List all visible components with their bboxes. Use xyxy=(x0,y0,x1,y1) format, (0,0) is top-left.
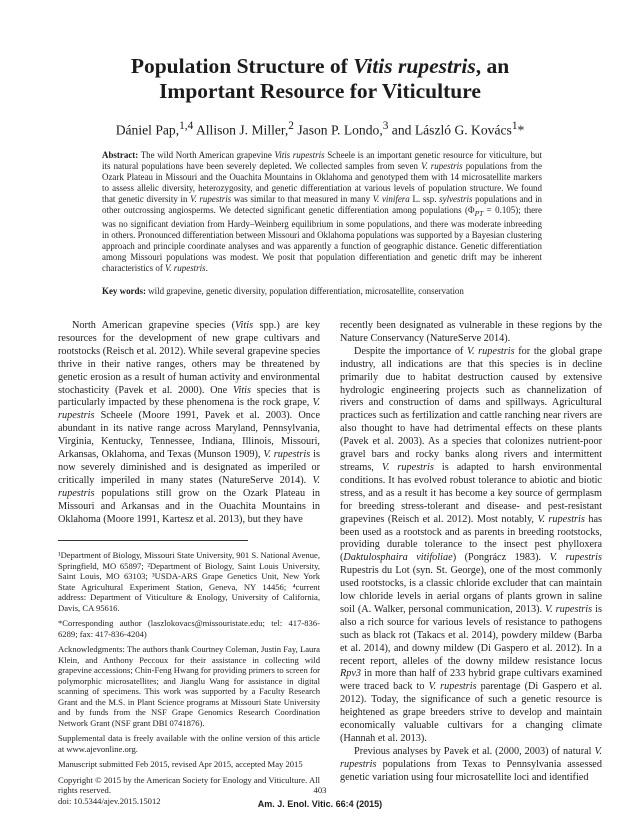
doi-link[interactable]: doi: 10.5344/ajev.2015.15012 xyxy=(58,795,161,806)
keywords: Key words: wild grapevine, genetic diversity, population differentiation, microsatellite, conservation xyxy=(102,286,464,296)
article-title xyxy=(60,54,580,104)
affiliations-note: ¹Department of Biology, Missouri State University, 901 S. National Avenue, Springfield, MO 65897; ²Department of Biology, Saint Louis University, Saint Louis, MO 63103; ³USDA-ARS Grape Genetics Unit, New York State Agricultural Experiment Station, Geneva, NY 14456; ⁴current address: Department of Viticulture & Enology, University of California, Davis, CA 95616. xyxy=(58,550,320,613)
abstract: Abstract: The wild North American grapevine Vitis rupestris Scheele is an important genetic resource for viticulture, but its natural populations have been severely depleted. We collected samples from seven V. rupestris populations from the Ozark Plateau in Missouri and the Ouachita Mountains in Oklahoma and genotyped them with 14 microsatellite markers to assess allelic diversity, heterozygosity, and genetic differentiation at various levels of population structure. We found that genetic diversity in V. rupestris was similar to that measured in many V. vinifera L. ssp. sylvestris populations and in other outcrossing angiosperms. We detected significant genetic differentiation among populations $(\Phi_{PT} = 0.105)$; there was no significant deviation from Hardy–Weinberg equilibrium in some populations, and there was moderate inbreeding in others. Pronounced differentiation between Missouri and Oklahoma populations was supported by a Bayesian clustering approach and principle coordinate analyses and was apparently a function of geographic distance. Genetic differentiation among Missouri populations was modest. We posit that population differentiation and genetic drift may be inherent characteristics of V. rupestris. xyxy=(102,150,543,273)
keywords-label: Key words: xyxy=(102,286,146,296)
title-line-2: Important Resource for Viticulture xyxy=(159,79,481,103)
body-paragraph: Despite the importance of V. rupestris for the global grape industry, all indications are that this species is in decline primarily due to habitat destruction caused by extensive hydrologic engineering projects such as channelization of rivers and construction of dams and spillways. Agricultural practices such as fertilization and cattle ranching near rivers are also thought to have had detrimental effects on these plants (Pavek et al. 2003). As a species that colonizes nutrient-poor gravel bars and rocky banks along rivers and intermittent streams, V. rupestris is adapted to harsh environmental conditions. It has evolved robust tolerance to abiotic and biotic stress, and as a result it has become a key source of germplasm for breeding stress-tolerant and disease- and pest-resistant grapevines (Reisch et al. 2012). Most notably, V. rupestris has been used as a rootstock and as parents in breeding rootstocks, providing durable tolerance to the insect pest phylloxera (Daktulosphaira vitifoliae) (Pongrácz 1983). V. rupestris Rupestris du Lot (syn. St. George), one of the most commonly used rootstocks, is a classic chloride excluder that can maintain low chloride levels in aerial organs of plants grown in saline soil (A. Walker, personal communication, 2013). V. rupestris is also a rich source for various levels of resistance to pathogens such as black rot (Takacs et al. 2014), powdery mildew (Barba et al. 2014), and downy mildew (Di Gaspero et al. 2012). In a recent report, alleles of the downy mildew resistance locus Rpv3 in more than half of 233 hybrid grape cultivars examined were traced back to V. rupestris parentage (Di Gaspero et al. 2012). Today, the significance of such a genetic resource is heightened as grape breeders strive to develop and maintain economically valuable cultivars for a changing climate (Hannah et al. 2013). xyxy=(340,345,603,744)
right-column xyxy=(340,320,602,785)
body-paragraph: North American grapevine species (Vitis spp.) are key resources for the development of new grape cultivars and rootstocks (Reisch et al. 2012). While several grapevine species thrive in their native ranges, others may be threatened by genetic erosion as a result of human activity and environmental stochasticity (Pavek et al. 2000). One Vitis species that is particularly impacted by these phenomena is the rock grape, V. rupestris Scheele (Moore 1991, Pavek et al. 2003). Once abundant in its native range across Maryland, Pennsylvania, Virginia, Kentucky, Tennessee, Indiana, Illinois, Missouri, Arkansas, Oklahoma, and Texas (Munson 1909), V. rupestris is now severely diminished and is designated as imperiled or critically imperiled in many states (NatureServe 2014). V. rupestris populations still grow on the Ozark Plateau in Missouri and Arkansas and in the Ouachita Mountains in Oklahoma (Moore 1991, Kartesz et al. 2013), but they have xyxy=(58,320,320,525)
page-number: 403 xyxy=(313,785,327,795)
corresponding-author-note: *Corresponding author (laszlokovacs@missouristate.edu; tel: 417-836-6289; fax: 417-836-4204) xyxy=(58,618,320,639)
abstract-label: Abstract: xyxy=(102,150,139,160)
footnotes xyxy=(58,550,320,806)
manuscript-dates: Manuscript submitted Feb 2015, revised Apr 2015, accepted May 2015 xyxy=(58,759,303,769)
footnote-divider xyxy=(58,540,248,541)
copyright-note: Copyright © 2015 by the American Society for Enology and Viticulture. All rights reserved. xyxy=(58,774,320,795)
supplemental-note: Supplemental data is freely available with the online version of this article at www.ajevonline.org. xyxy=(58,733,320,754)
acknowledgments-note: Acknowledgments: The authors thank Courtney Coleman, Justin Fay, Laura Klein, and Anthony Peccoux for their assistance in collecting wild grapevine accessions; Chin-Feng Hwang for providing primers to screen for polymorphic microsatellites; and Jianglu Wang for assistance in digital scanning of specimens. This work was supported by a Faculty Research Grant and the M.S. in Plant Science programs at Missouri State University and by funds from the NSF Grape Genomics Research Coordination Network Grant (NSF grant DBI 0741876). xyxy=(58,644,320,728)
body-paragraph: recently been designated as vulnerable in these regions by the Nature Conservancy (NatureServe 2014). xyxy=(340,320,602,344)
left-column xyxy=(58,320,320,527)
body-paragraph: Previous analyses by Pavek et al. (2000, 2003) of natural V. rupestris populations from Texas to Pennsylvania assessed genetic variation using four microsatellite loci and identified xyxy=(340,745,602,783)
journal-citation: Am. J. Enol. Vitic. 66:4 (2015) xyxy=(257,799,383,809)
author-list: Dániel Pap,$^{1,4}$ Allison J. Miller,$^2$ Jason P. Londo,$^3$ and László G. Kovács$^1$* xyxy=(115,120,525,138)
title-line-1: Population Structure of Vitis rupestris, an xyxy=(130,54,510,78)
